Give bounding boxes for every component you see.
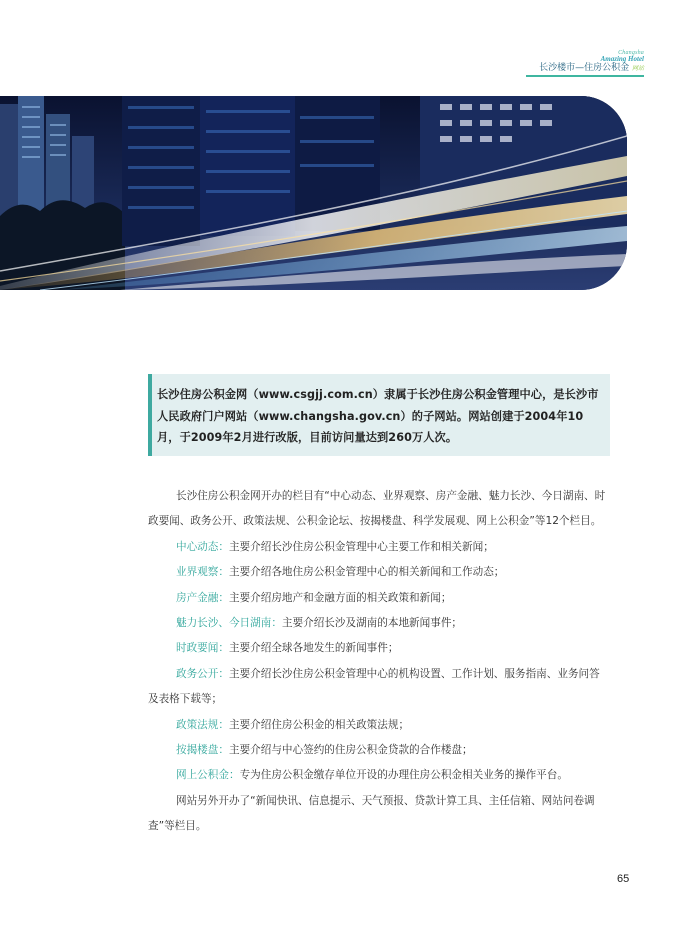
list-item-desc: 主要介绍住房公积金的相关政策法规； [228,718,410,731]
logo-title: 长沙楼市—住房公积金 [539,63,630,73]
list-item-term: 时政要闻： [176,642,229,655]
logo-suffix: 网站 [631,65,644,72]
logo-mid-text: Amazing Hotel [600,55,644,63]
list-item-term: 房产金融： [176,591,229,604]
list-item-desc: 主要介绍长沙住房公积金管理中心的机构设置、工作计划、服务指南、业务问答及表格下载等； [148,667,600,706]
list-item-term: 按揭楼盘： [176,744,229,757]
logo-underline [526,75,644,77]
list-item-government-affairs [148,662,610,713]
page-number: 65 [617,873,630,885]
intro-box [148,374,610,456]
list-item-center-news [148,535,610,560]
list-item-desc: 主要介绍全球各地发生的新闻事件； [228,642,399,655]
list-item-term: 网上公积金： [176,769,240,782]
list-item-desc: 主要介绍长沙住房公积金管理中心主要工作和相关新闻； [228,540,494,553]
logo-top-text: Changsha [618,50,644,56]
list-item-online-fund [148,763,610,788]
body-text [148,484,610,840]
list-item-desc: 主要介绍各地住房公积金管理中心的相关新闻和工作动态； [228,566,505,579]
list-item-current-affairs [148,636,610,661]
list-item-desc: 专为住房公积金缴存单位开设的办理住房公积金相关业务的操作平台。 [239,769,568,782]
list-item-mortgage-properties [148,738,610,763]
list-item-term: 政务公开： [176,667,229,680]
closing-paragraph: 网站另外开办了“新闻快讯、信息提示、天气预报、贷款计算工具、主任信箱、网站问卷调查”等栏目。 [148,794,595,833]
list-item-term: 中心动态： [176,540,229,553]
list-item-term: 政策法规： [176,718,229,731]
list-item-term: 业界观察： [176,566,229,579]
list-item-desc: 主要介绍房地产和金融方面的相关政策和新闻； [228,591,452,604]
list-item-real-estate-finance [148,586,610,611]
list-item-charm-changsha [148,611,610,636]
list-item-term: 魅力长沙、今日湖南： [176,617,282,630]
list-item-industry-observation [148,560,610,585]
list-item-policy-regulations [148,713,610,738]
intro-paragraph: 长沙住房公积金网开办的栏目有“中心动态、业界观察、房产金融、魅力长沙、今日湖南、时政要闻、政务公开、政策法规、公积金论坛、按揭楼盘、科学发展观、网上公积金”等12个栏目。 [148,490,606,528]
list-item-desc: 主要介绍长沙及湖南的本地新闻事件； [281,617,463,630]
intro-text: 长沙住房公积金网（www.csgjj.com.cn）隶属于长沙住房公积金管理中心，是长沙市人民政府门户网站（www.changsha.gov.cn）的子网站。网站创建于2004年10月，于2009年2月进行改版，目前访问量达到260万人次。 [157,388,599,444]
city-night-light-trails-photo-icon [0,96,627,290]
banner-image [0,96,627,290]
header-logo [526,50,644,77]
list-item-desc: 主要介绍与中心签约的住房公积金贷款的合作楼盘； [228,744,473,757]
logo-main-text [526,63,644,74]
